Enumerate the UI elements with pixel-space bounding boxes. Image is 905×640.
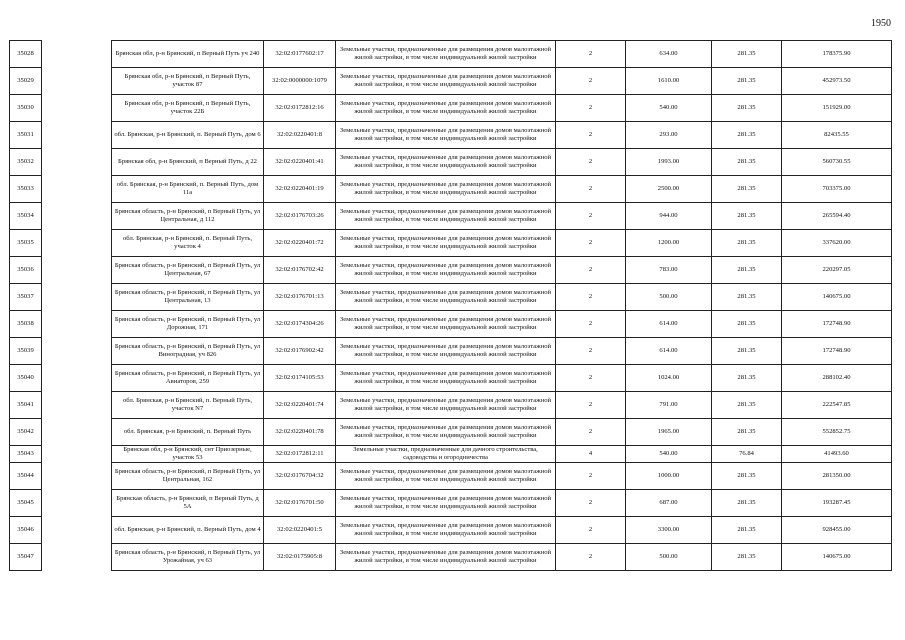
land-use-cell: Земельные участки, предназначенные для размещения домов малоэтажной жилой застройки, в том числе индивидуальной жилой застройки [336,463,556,490]
spacer-cell [42,122,112,149]
table-row [10,68,892,95]
group-cell: 2 [556,41,626,68]
cadastral-number-cell: 32:02:0175905:8 [264,544,336,571]
cadastral-number-cell: 32:02:0220401:8 [264,122,336,149]
group-cell: 2 [556,230,626,257]
rate-cell: 281.35 [712,41,782,68]
land-use-cell: Земельные участки, предназначенные для размещения домов малоэтажной жилой застройки, в том числе индивидуальной жилой застройки [336,419,556,446]
rate-cell: 281.35 [712,230,782,257]
table-row [10,392,892,419]
spacer-cell [42,365,112,392]
area-cell: 2500.00 [626,176,712,203]
cadastral-number-cell: 32:02:0220401:41 [264,149,336,176]
spacer-cell [42,230,112,257]
row-number-cell: 35035 [10,230,42,257]
area-cell: 783.00 [626,257,712,284]
group-cell: 2 [556,311,626,338]
row-number-cell: 35037 [10,284,42,311]
cadastral-number-cell: 32:02:0176704:32 [264,463,336,490]
spacer-cell [42,257,112,284]
rate-cell: 281.35 [712,203,782,230]
land-use-cell: Земельные участки, предназначенные для размещения домов малоэтажной жилой застройки, в том числе индивидуальной жилой застройки [336,95,556,122]
rate-cell: 281.35 [712,284,782,311]
spacer-cell [42,284,112,311]
cadastral-value-cell: 337620.00 [782,230,892,257]
cadastral-value-cell: 288102.40 [782,365,892,392]
address-cell: обл. Брянская, р-н Брянский, п. Верный Путь, дом 6 [112,122,264,149]
area-cell: 791.00 [626,392,712,419]
land-use-cell: Земельные участки, предназначенные для размещения домов малоэтажной жилой застройки, в том числе индивидуальной жилой застройки [336,149,556,176]
table-row [10,149,892,176]
row-number-cell: 35036 [10,257,42,284]
cadastral-value-cell: 178375.90 [782,41,892,68]
group-cell: 2 [556,95,626,122]
table-row [10,463,892,490]
address-cell: Брянская обл, р-н Брянский, п Верный Путь, участок 87 [112,68,264,95]
cadastral-value-cell: 41493.60 [782,446,892,463]
spacer-cell [42,544,112,571]
cadastral-value-cell: 281350.00 [782,463,892,490]
land-use-cell: Земельные участки, предназначенные для размещения домов малоэтажной жилой застройки, в том числе индивидуальной жилой застройки [336,490,556,517]
cadastral-value-cell: 222547.85 [782,392,892,419]
row-number-cell: 35043 [10,446,42,463]
group-cell: 2 [556,284,626,311]
spacer-cell [42,68,112,95]
row-number-cell: 35042 [10,419,42,446]
rate-cell: 281.35 [712,122,782,149]
rate-cell: 281.35 [712,365,782,392]
address-cell: Брянская область, р-н Брянский, п Верный Путь, ул Центральная, 13 [112,284,264,311]
land-use-cell: Земельные участки, предназначенные для размещения домов малоэтажной жилой застройки, в том числе индивидуальной жилой застройки [336,176,556,203]
cadastral-value-cell: 560730.55 [782,149,892,176]
cadastral-number-cell: 32:02:0176902:42 [264,338,336,365]
area-cell: 1993.00 [626,149,712,176]
spacer-cell [42,517,112,544]
spacer-cell [42,463,112,490]
cadastral-number-cell: 32:02:0220401:72 [264,230,336,257]
area-cell: 944.00 [626,203,712,230]
rate-cell: 281.35 [712,149,782,176]
table-row [10,95,892,122]
row-number-cell: 35034 [10,203,42,230]
address-cell: обл. Брянская, р-н Брянский, п. Верный Путь [112,419,264,446]
spacer-cell [42,490,112,517]
address-cell: Брянская область, р-н Брянский, п Верный Путь, ул Центральная, 67 [112,257,264,284]
row-number-cell: 35040 [10,365,42,392]
table-row [10,338,892,365]
cadastral-value-cell: 140675.00 [782,284,892,311]
cadastral-number-cell: 32:02:0176701:50 [264,490,336,517]
area-cell: 1610.00 [626,68,712,95]
land-use-cell: Земельные участки, предназначенные для размещения домов малоэтажной жилой застройки, в том числе индивидуальной жилой застройки [336,544,556,571]
area-cell: 500.00 [626,284,712,311]
table-row [10,365,892,392]
row-number-cell: 35030 [10,95,42,122]
area-cell: 1200.00 [626,230,712,257]
spacer-cell [42,203,112,230]
row-number-cell: 35029 [10,68,42,95]
area-cell: 634.00 [626,41,712,68]
cadastral-value-cell: 172748.90 [782,311,892,338]
spacer-cell [42,41,112,68]
land-use-cell: Земельные участки, предназначенные для дачного строительства, садоводства и огородничества [336,446,556,463]
table-row [10,257,892,284]
land-use-cell: Земельные участки, предназначенные для размещения домов малоэтажной жилой застройки, в том числе индивидуальной жилой застройки [336,517,556,544]
spacer-cell [42,149,112,176]
cadastral-value-cell: 140675.00 [782,544,892,571]
group-cell: 2 [556,122,626,149]
rate-cell: 281.35 [712,517,782,544]
spacer-cell [42,176,112,203]
table-row [10,203,892,230]
page-number: 1950 [871,18,891,29]
row-number-cell: 35046 [10,517,42,544]
rate-cell: 281.35 [712,257,782,284]
group-cell: 2 [556,149,626,176]
address-cell: Брянская область, р-н Брянский, п Верный Путь, ул Дорожная, 171 [112,311,264,338]
group-cell: 2 [556,203,626,230]
address-cell: Брянская обл, р-н Брянский, п Верный Путь, участок 22Б [112,95,264,122]
spacer-cell [42,95,112,122]
row-number-cell: 35032 [10,149,42,176]
group-cell: 2 [556,463,626,490]
land-use-cell: Земельные участки, предназначенные для размещения домов малоэтажной жилой застройки, в том числе индивидуальной жилой застройки [336,338,556,365]
table-row [10,284,892,311]
cadastral-number-cell: 32:02:0220401:74 [264,392,336,419]
rate-cell: 281.35 [712,311,782,338]
cadastral-value-cell: 928455.00 [782,517,892,544]
cadastral-value-cell: 703375.00 [782,176,892,203]
group-cell: 2 [556,419,626,446]
row-number-cell: 35028 [10,41,42,68]
rate-cell: 281.35 [712,419,782,446]
cadastral-number-cell: 32:02:0174304:26 [264,311,336,338]
area-cell: 614.00 [626,338,712,365]
group-cell: 2 [556,365,626,392]
rate-cell: 76.84 [712,446,782,463]
address-cell: Брянская область, р-н Брянский, п Верный Путь, ул Центральная, д 112 [112,203,264,230]
row-number-cell: 35039 [10,338,42,365]
area-cell: 614.00 [626,311,712,338]
cadastral-value-cell: 193287.45 [782,490,892,517]
address-cell: обл. Брянская, р-н Брянский, п. Верный Путь, участок N7 [112,392,264,419]
group-cell: 2 [556,544,626,571]
area-cell: 293.00 [626,122,712,149]
cadastral-number-cell: 32:02:0176702:42 [264,257,336,284]
table-row [10,446,892,463]
land-use-cell: Земельные участки, предназначенные для размещения домов малоэтажной жилой застройки, в том числе индивидуальной жилой застройки [336,392,556,419]
spacer-cell [42,392,112,419]
table-row [10,490,892,517]
rate-cell: 281.35 [712,490,782,517]
table-row [10,544,892,571]
spacer-cell [42,446,112,463]
rate-cell: 281.35 [712,176,782,203]
row-number-cell: 35044 [10,463,42,490]
row-number-cell: 35047 [10,544,42,571]
address-cell: Брянская область, р-н Брянский, п Верный Путь, д 5А [112,490,264,517]
row-number-cell: 35031 [10,122,42,149]
land-use-cell: Земельные участки, предназначенные для размещения домов малоэтажной жилой застройки, в том числе индивидуальной жилой застройки [336,203,556,230]
cadastral-number-cell: 32:02:0174105:53 [264,365,336,392]
area-cell: 540.00 [626,446,712,463]
cadastral-value-table [9,40,892,571]
cadastral-value-cell: 172748.90 [782,338,892,365]
rate-cell: 281.35 [712,95,782,122]
table-row [10,122,892,149]
table-body [10,41,892,571]
cadastral-value-cell: 220297.05 [782,257,892,284]
land-use-cell: Земельные участки, предназначенные для размещения домов малоэтажной жилой застройки, в том числе индивидуальной жилой застройки [336,284,556,311]
group-cell: 2 [556,257,626,284]
cadastral-number-cell: 32:02:0000000:1079 [264,68,336,95]
address-cell: Брянская область, р-н Брянский, п Верный Путь, ул Авиаторов, 259 [112,365,264,392]
area-cell: 1024.00 [626,365,712,392]
rate-cell: 281.35 [712,463,782,490]
cadastral-number-cell: 32:02:0220401:5 [264,517,336,544]
table-row [10,41,892,68]
address-cell: обл. Брянская, р-н Брянский, п. Верный Путь, участок 4 [112,230,264,257]
group-cell: 2 [556,68,626,95]
cadastral-value-cell: 151929.00 [782,95,892,122]
rate-cell: 281.35 [712,68,782,95]
area-cell: 540.00 [626,95,712,122]
cadastral-number-cell: 32:02:0220401:78 [264,419,336,446]
land-use-cell: Земельные участки, предназначенные для размещения домов малоэтажной жилой застройки, в том числе индивидуальной жилой застройки [336,257,556,284]
row-number-cell: 35038 [10,311,42,338]
cadastral-value-cell: 265594.40 [782,203,892,230]
land-use-cell: Земельные участки, предназначенные для размещения домов малоэтажной жилой застройки, в том числе индивидуальной жилой застройки [336,365,556,392]
row-number-cell: 35041 [10,392,42,419]
land-use-cell: Земельные участки, предназначенные для размещения домов малоэтажной жилой застройки, в том числе индивидуальной жилой застройки [336,230,556,257]
address-cell: Брянская область, р-н Брянский, п Верный Путь, ул Виноградная, уч 826 [112,338,264,365]
area-cell: 3300.00 [626,517,712,544]
cadastral-value-cell: 82435.55 [782,122,892,149]
group-cell: 2 [556,338,626,365]
spacer-cell [42,311,112,338]
area-cell: 500.00 [626,544,712,571]
area-cell: 687.00 [626,490,712,517]
address-cell: Брянская обл, р-н Брянский, п Верный Путь уч 240 [112,41,264,68]
address-cell: обл. Брянская, р-н Брянский, п. Верный Путь, дом 11а [112,176,264,203]
cadastral-number-cell: 32:02:0176701:13 [264,284,336,311]
rate-cell: 281.35 [712,544,782,571]
address-cell: Брянская обл, р-н Брянский, снт Приозерные, участок 53 [112,446,264,463]
table-row [10,176,892,203]
land-use-cell: Земельные участки, предназначенные для размещения домов малоэтажной жилой застройки, в том числе индивидуальной жилой застройки [336,122,556,149]
row-number-cell: 35045 [10,490,42,517]
land-use-cell: Земельные участки, предназначенные для размещения домов малоэтажной жилой застройки, в том числе индивидуальной жилой застройки [336,311,556,338]
area-cell: 1000.00 [626,463,712,490]
rate-cell: 281.35 [712,338,782,365]
area-cell: 1965.00 [626,419,712,446]
group-cell: 2 [556,490,626,517]
land-use-cell: Земельные участки, предназначенные для размещения домов малоэтажной жилой застройки, в том числе индивидуальной жилой застройки [336,68,556,95]
group-cell: 2 [556,392,626,419]
table-row [10,517,892,544]
address-cell: обл. Брянская, р-н Брянский, п. Верный Путь, дом 4 [112,517,264,544]
cadastral-number-cell: 32:02:0172812:11 [264,446,336,463]
table-row [10,419,892,446]
group-cell: 2 [556,517,626,544]
table-row [10,230,892,257]
cadastral-number-cell: 32:02:0172812:16 [264,95,336,122]
cadastral-number-cell: 32:02:0176703:26 [264,203,336,230]
group-cell: 4 [556,446,626,463]
cadastral-value-cell: 552852.75 [782,419,892,446]
address-cell: Брянская область, р-н Брянский, п Верный Путь, ул Урожайная, уч 63 [112,544,264,571]
rate-cell: 281.35 [712,392,782,419]
spacer-cell [42,419,112,446]
address-cell: Брянская область, р-н Брянский, п Верный Путь, ул Центральная, 162 [112,463,264,490]
cadastral-number-cell: 32:02:0220401:19 [264,176,336,203]
cadastral-number-cell: 32:02:0177602:17 [264,41,336,68]
group-cell: 2 [556,176,626,203]
table-row [10,311,892,338]
cadastral-value-cell: 452973.50 [782,68,892,95]
address-cell: Брянская обл, р-н Брянский, п Верный Путь, д 22 [112,149,264,176]
land-use-cell: Земельные участки, предназначенные для размещения домов малоэтажной жилой застройки, в том числе индивидуальной жилой застройки [336,41,556,68]
spacer-cell [42,338,112,365]
row-number-cell: 35033 [10,176,42,203]
